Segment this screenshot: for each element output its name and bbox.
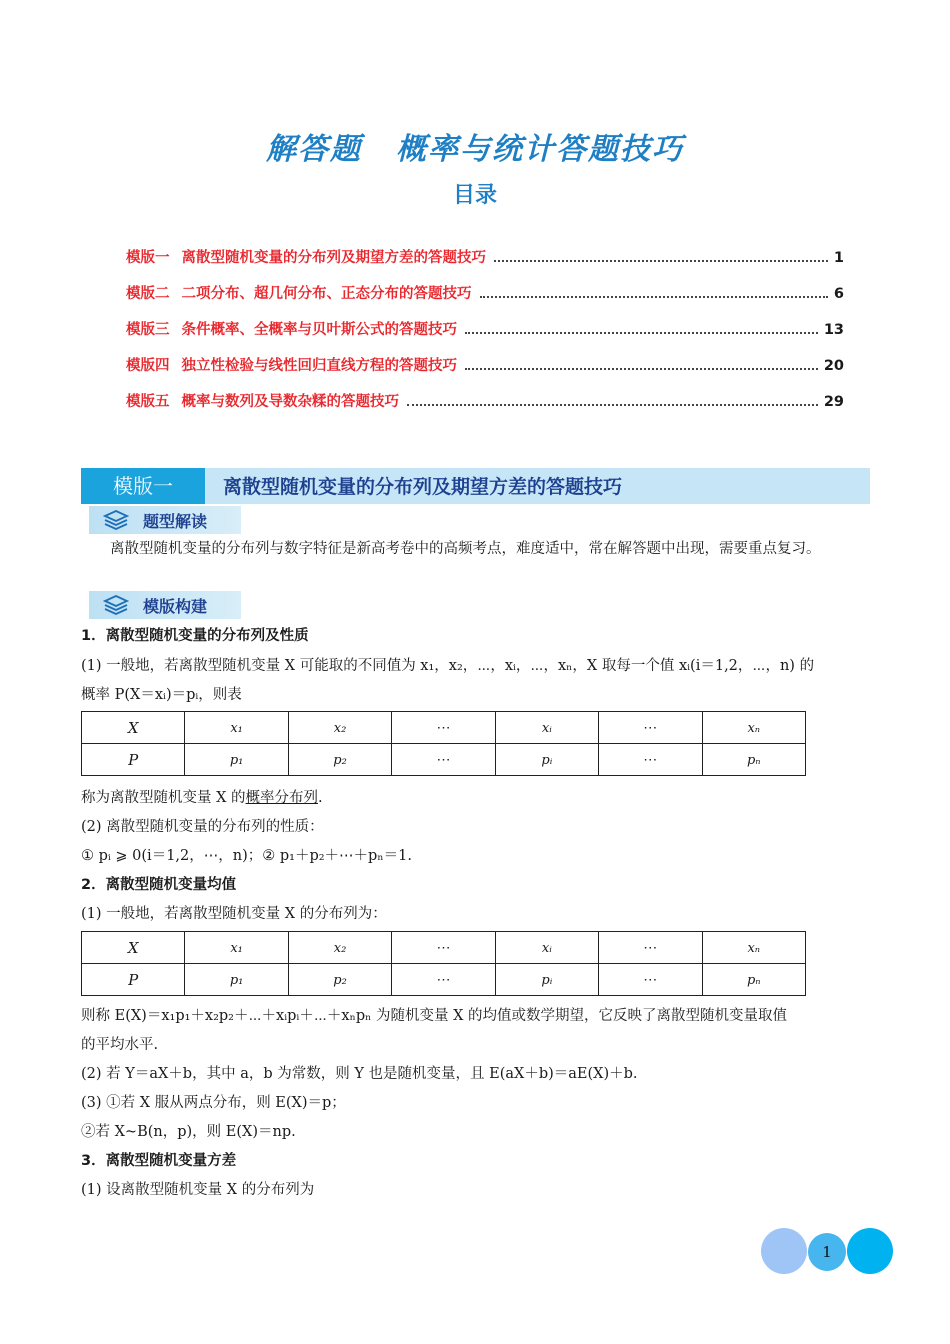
toc-page: 6 — [833, 286, 844, 302]
toc-text: 独立性检验与线性回归直线方程的答题技巧 — [181, 358, 457, 374]
table-row — [82, 932, 806, 964]
table-cell: x₁ — [185, 712, 288, 744]
subsection-title: 模版构建 — [143, 596, 208, 616]
toc-text: 概率与数列及导数杂糅的答题技巧 — [181, 394, 399, 410]
table-row — [82, 744, 806, 776]
underlined-term: 概率分布列 — [245, 790, 319, 806]
table-row — [82, 964, 806, 996]
table-of-contents — [126, 246, 844, 426]
toc-item[interactable] — [126, 246, 844, 282]
heading-1: 1．离散型随机变量的分布列及性质 — [81, 628, 309, 644]
toc-label: 模版四 — [126, 358, 170, 374]
table-cell: X — [82, 932, 185, 964]
toc-leader — [407, 403, 818, 406]
table-cell: xₙ — [702, 712, 806, 744]
layers-icon — [103, 594, 129, 616]
paragraph: 则称 E(X)＝x₁p₁＋x₂p₂＋⋯＋xᵢpᵢ＋⋯＋xₙpₙ 为随机变量 X 的均值或数学期望，它反映了离散型随机变量取值 — [81, 1008, 788, 1024]
toc-page: 29 — [823, 394, 844, 410]
table-cell: pₙ — [702, 964, 806, 996]
toc-text: 离散型随机变量的分布列及期望方差的答题技巧 — [181, 250, 486, 266]
table-cell: ⋯ — [599, 964, 702, 996]
paragraph: (3) ①若 X 服从两点分布，则 E(X)＝p； — [81, 1095, 346, 1111]
paragraph: 的平均水平. — [81, 1037, 159, 1053]
decor-circle — [847, 1228, 893, 1274]
distribution-table — [81, 711, 806, 776]
table-cell: ⋯ — [392, 744, 495, 776]
subsection-header-interpretation — [89, 506, 241, 534]
title-part1: 解答题 — [266, 132, 362, 167]
table-cell: x₂ — [288, 712, 391, 744]
layers-icon — [103, 509, 129, 531]
table-cell: ⋯ — [392, 712, 495, 744]
toc-page: 13 — [823, 322, 844, 338]
toc-item[interactable] — [126, 390, 844, 426]
paragraph: (2) 离散型随机变量的分布列的性质： — [81, 819, 324, 835]
toc-item[interactable] — [126, 354, 844, 390]
paragraph: (1) 设离散型随机变量 X 的分布列为 — [81, 1182, 315, 1198]
document-title — [0, 124, 950, 168]
subsection-title: 题型解读 — [143, 511, 208, 531]
table-cell: p₂ — [288, 964, 391, 996]
toc-label: 模版一 — [126, 250, 170, 266]
table-cell: ⋯ — [599, 712, 702, 744]
page-number-badge — [761, 1228, 901, 1276]
table-cell: pₙ — [702, 744, 806, 776]
heading-2: 2．离散型随机变量均值 — [81, 877, 237, 893]
table-cell: pᵢ — [495, 744, 598, 776]
intro-paragraph: 离散型随机变量的分布列与数字特征是新高考卷中的高频考点，难度适中，常在解答题中出现，需要重点复习。 — [110, 541, 821, 557]
subsection-header-construction — [89, 591, 241, 619]
toc-text: 二项分布、超几何分布、正态分布的答题技巧 — [181, 286, 472, 302]
decor-circle — [761, 1228, 807, 1274]
section-tag: 模版一 — [81, 468, 205, 504]
table-cell: P — [82, 744, 185, 776]
toc-label: 模版二 — [126, 286, 170, 302]
title-part2: 概率与统计答题技巧 — [396, 132, 684, 167]
toc-leader — [465, 331, 818, 334]
toc-leader — [494, 259, 828, 262]
paragraph: (1) 一般地，若离散型随机变量 X 的分布列为： — [81, 906, 387, 922]
table-cell: ⋯ — [599, 744, 702, 776]
toc-label: 模版五 — [126, 394, 170, 410]
toc-leader — [465, 367, 818, 370]
table-cell: P — [82, 964, 185, 996]
toc-item[interactable] — [126, 318, 844, 354]
paragraph: 称为离散型随机变量 X 的概率分布列. — [81, 790, 323, 806]
table-cell: p₁ — [185, 964, 288, 996]
table-cell: x₁ — [185, 932, 288, 964]
paragraph: ②若 X~B(n，p)，则 E(X)＝np. — [81, 1124, 296, 1140]
distribution-table — [81, 931, 806, 996]
table-cell: xₙ — [702, 932, 806, 964]
toc-leader — [480, 295, 828, 298]
toc-text: 条件概率、全概率与贝叶斯公式的答题技巧 — [181, 322, 457, 338]
table-cell: p₁ — [185, 744, 288, 776]
table-cell: ⋯ — [599, 932, 702, 964]
section-banner — [81, 468, 870, 504]
table-cell: xᵢ — [495, 712, 598, 744]
paragraph: ① pᵢ ⩾ 0(i＝1,2，⋯，n)；② p₁＋p₂＋⋯＋pₙ＝1. — [81, 848, 412, 864]
paragraph: (1) 一般地，若离散型随机变量 X 可能取的不同值为 x₁，x₂，⋯，xᵢ，⋯，xₙ，X 取每一个值 xᵢ(i＝1,2，⋯，n) 的 — [81, 658, 815, 674]
section-title: 离散型随机变量的分布列及期望方差的答题技巧 — [223, 476, 623, 498]
table-cell: X — [82, 712, 185, 744]
table-cell: ⋯ — [392, 932, 495, 964]
toc-label: 模版三 — [126, 322, 170, 338]
table-row — [82, 712, 806, 744]
toc-heading: 目录 — [452, 183, 497, 208]
table-cell: pᵢ — [495, 964, 598, 996]
toc-item[interactable] — [126, 282, 844, 318]
table-cell: ⋯ — [392, 964, 495, 996]
paragraph: (2) 若 Y＝aX＋b，其中 a，b 为常数，则 Y 也是随机变量，且 E(aX＋b)＝aE(X)＋b. — [81, 1066, 638, 1082]
paragraph: 概率 P(X＝xᵢ)＝pᵢ，则表 — [81, 687, 242, 703]
toc-page: 20 — [823, 358, 844, 374]
table-cell: xᵢ — [495, 932, 598, 964]
page-number: 1 — [808, 1233, 846, 1271]
table-cell: x₂ — [288, 932, 391, 964]
heading-3: 3．离散型随机变量方差 — [81, 1153, 237, 1169]
table-cell: p₂ — [288, 744, 391, 776]
toc-page: 1 — [833, 250, 844, 266]
